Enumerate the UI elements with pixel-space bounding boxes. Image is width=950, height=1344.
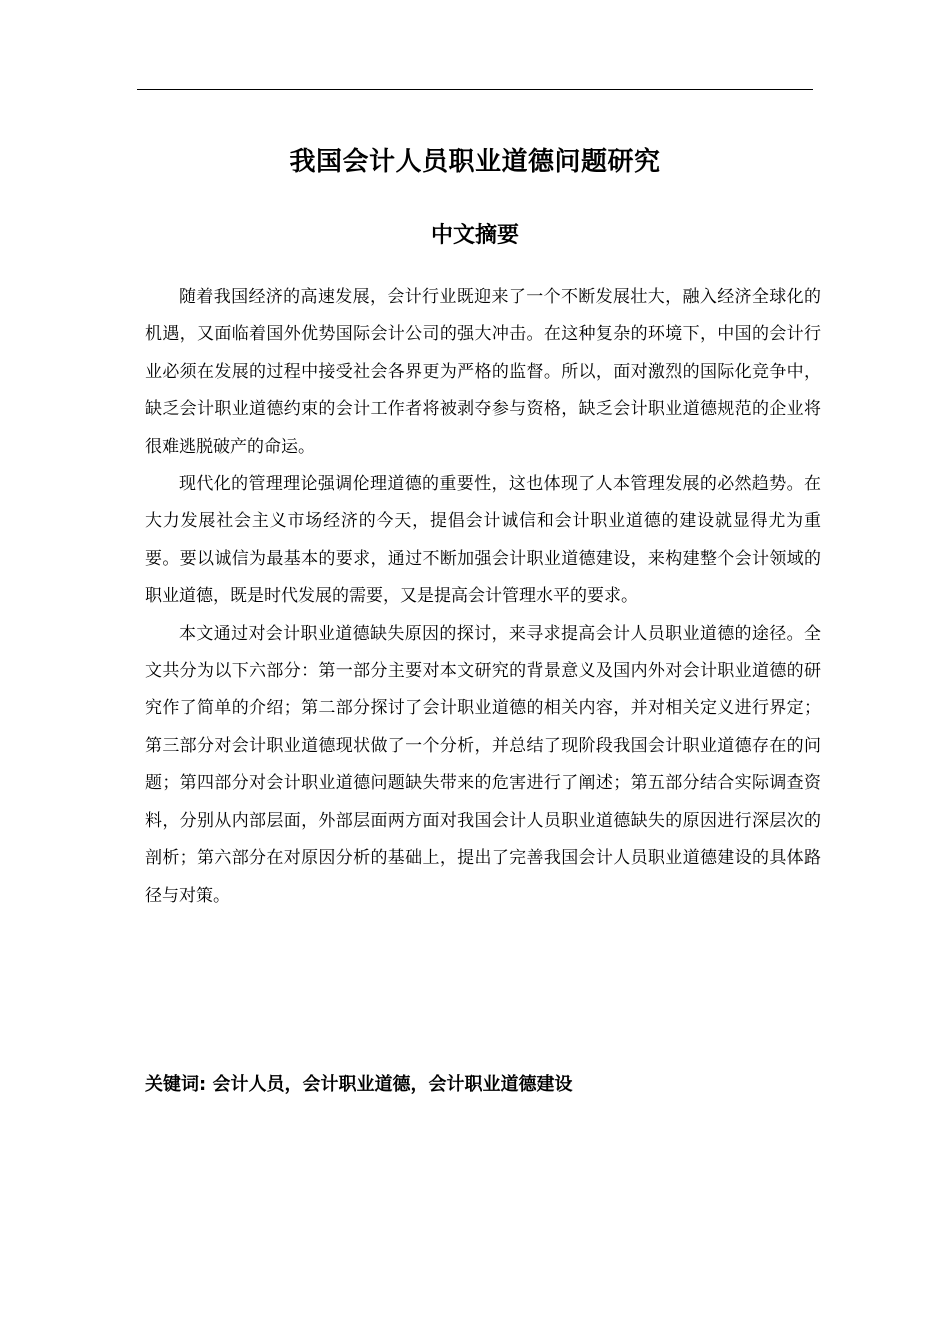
abstract-paragraph-1: 随着我国经济的高速发展，会计行业既迎来了一个不断发展壮大，融入经济全球化的机遇，又面临着国外优势国际会计公司的强大冲击。在这种复杂的环境下，中国的会计行业必须在发展的过程中接受社会各界更为严格的监督。所以，面对激烈的国际化竞争中，缺乏会计职业道德约束的会计工作者将被剥夺参与资格，缺乏会计职业道德规范的企业将很难逃脱破产的命运。	[145, 287, 821, 457]
abstract-paragraph-2: 现代化的管理理论强调伦理道德的重要性，这也体现了人本管理发展的必然趋势。在大力发展社会主义市场经济的今天，提倡会计诚信和会计职业道德的建设就显得尤为重要。要以诚信为最基本的要求，通过不断加强会计职业道德建设，来构建整个会计领域的职业道德，既是时代发展的需要，又是提高会计管理水平的要求。	[145, 474, 821, 607]
keywords-line: 关键词: 会计人员，会计职业道德，会计职业道德建设	[145, 1074, 573, 1095]
abstract-paragraph-3: 本文通过对会计职业道德缺失原因的探讨，来寻求提高会计人员职业道德的途径。全文共分为以下六部分：第一部分主要对本文研究的背景意义及国内外对会计职业道德的研究作了简单的介绍；第二部分探讨了会计职业道德的相关内容，并对相关定义进行界定；第三部分对会计职业道德现状做了一个分析，并总结了现阶段我国会计职业道德存在的问题；第四部分对会计职业道德问题缺失带来的危害进行了阐述；第五部分结合实际调查资料，分别从内部层面，外部层面两方面对我国会计人员职业道德缺失的原因进行深层次的剖析；第六部分在对原因分析的基础上，提出了完善我国会计人员职业道德建设的具体路径与对策。	[145, 623, 821, 906]
page-title: 我国会计人员职业道德问题研究	[289, 147, 661, 177]
abstract-heading: 中文摘要	[430, 223, 519, 248]
header-rule	[137, 89, 813, 90]
abstract-body	[145, 279, 821, 915]
